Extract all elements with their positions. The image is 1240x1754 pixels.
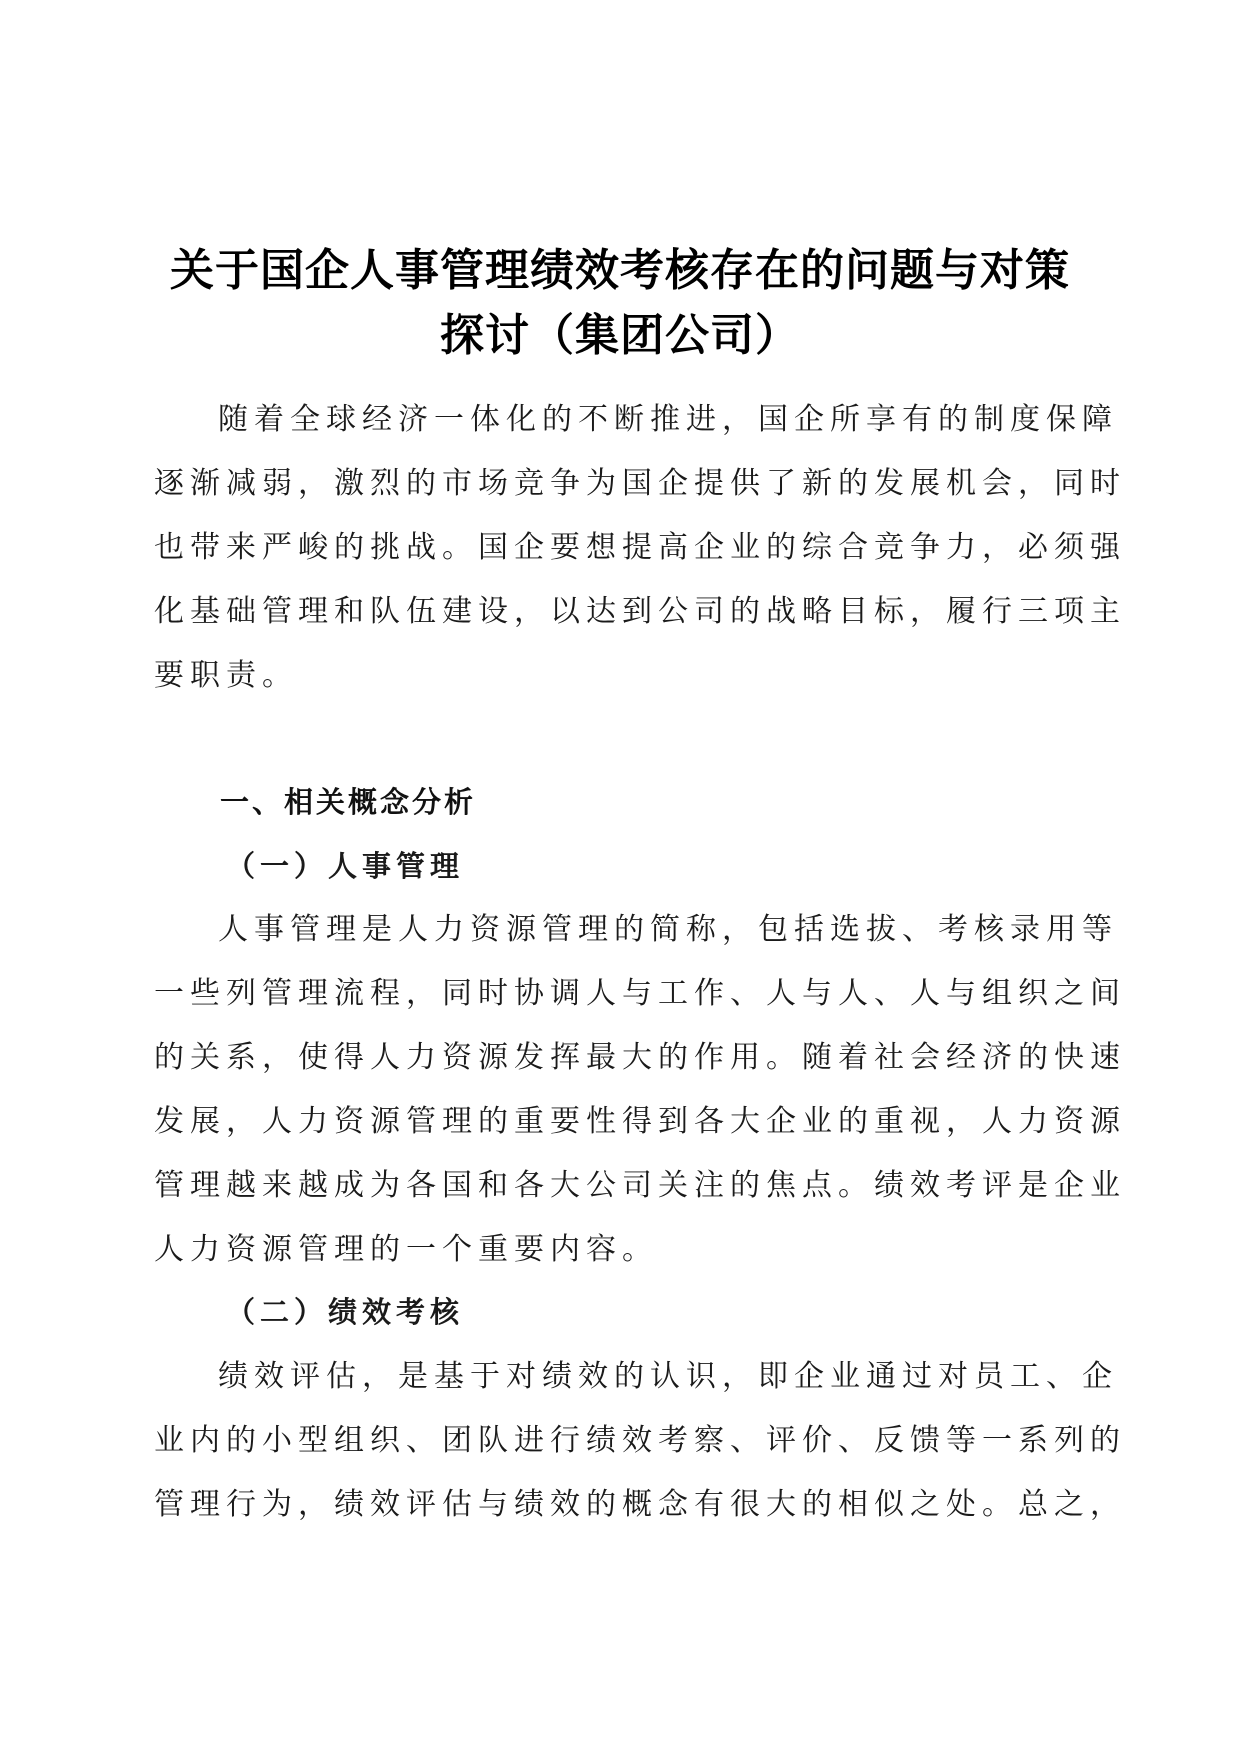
section-heading-1: 一、相关概念分析 (220, 785, 477, 819)
paragraph-line: 人力资源管理的一个重要内容。 (154, 1232, 658, 1267)
personnel-management-paragraph (154, 898, 1126, 1282)
subsection-heading-1: （一）人事管理 (226, 849, 465, 883)
paragraph-line: 随着全球经济一体化的不断推进，国企所享有的制度保障 (218, 402, 1118, 437)
paragraph-line: 化基础管理和队伍建设，以达到公司的战略目标，履行三项主 (154, 594, 1126, 629)
paragraph-line: 发展，人力资源管理的重要性得到各大企业的重视，人力资源 (154, 1104, 1126, 1139)
paragraph-line: 人事管理是人力资源管理的简称，包括选拔、考核录用等 (218, 912, 1118, 947)
paragraph-line: 管理行为，绩效评估与绩效的概念有很大的相似之处。总之， (154, 1487, 1126, 1522)
subsection-heading-2: （二）绩效考核 (226, 1295, 465, 1329)
paragraph-line: 一些列管理流程，同时协调人与工作、人与人、人与组织之间 (154, 976, 1126, 1011)
intro-paragraph (154, 388, 1126, 708)
performance-appraisal-paragraph (154, 1345, 1126, 1537)
paragraph-line: 业内的小型组织、团队进行绩效考察、评价、反馈等一系列的 (154, 1423, 1126, 1458)
paragraph-line: 管理越来越成为各国和各大公司关注的焦点。绩效考评是企业 (154, 1168, 1126, 1203)
document-title-line1: 关于国企人事管理绩效考核存在的问题与对策 (170, 245, 1070, 296)
document-title-line2: 探讨（集团公司） (440, 310, 800, 361)
paragraph-line: 逐渐减弱，激烈的市场竞争为国企提供了新的发展机会，同时 (154, 466, 1126, 501)
paragraph-line: 的关系，使得人力资源发挥最大的作用。随着社会经济的快速 (154, 1040, 1126, 1075)
paragraph-line: 绩效评估，是基于对绩效的认识，即企业通过对员工、企 (218, 1359, 1118, 1394)
paragraph-line: 也带来严峻的挑战。国企要想提高企业的综合竞争力，必须强 (154, 530, 1126, 565)
paragraph-line: 要职责。 (154, 658, 298, 693)
